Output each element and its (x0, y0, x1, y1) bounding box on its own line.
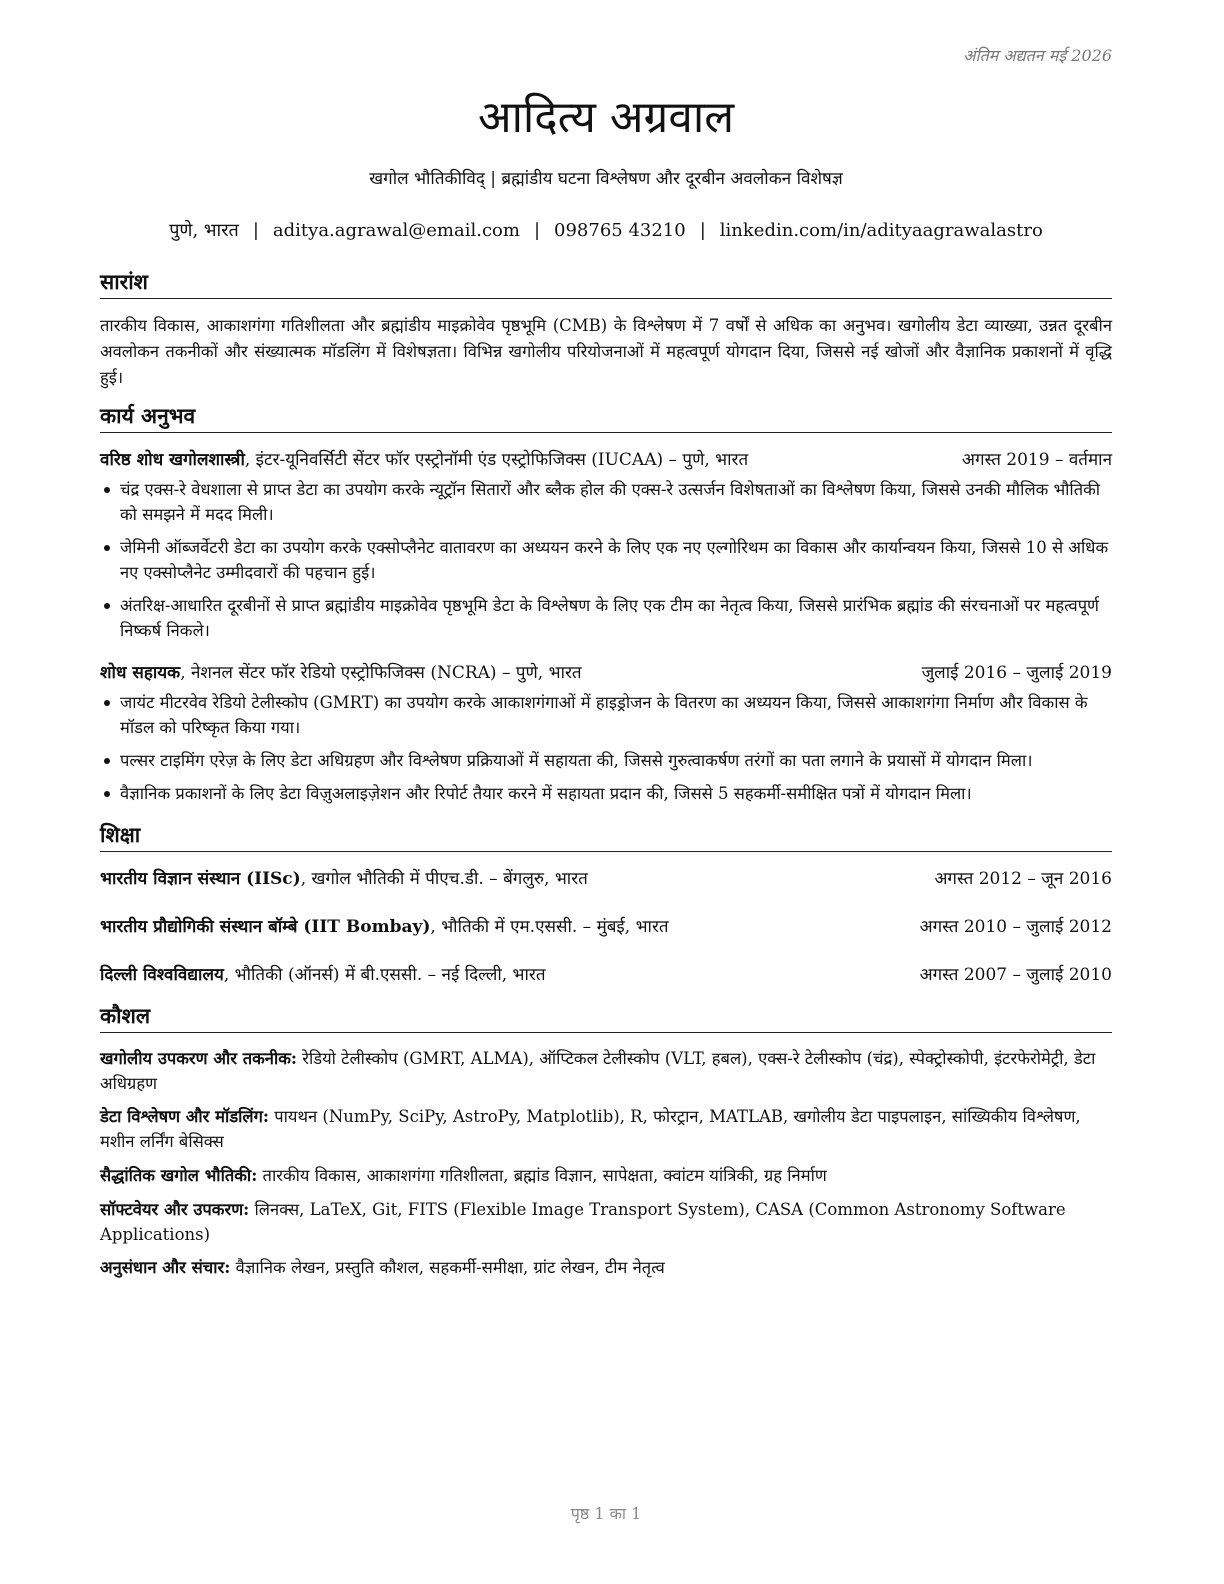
page-number: पृष्ठ 1 का 1 (570, 1504, 642, 1523)
skill-text: रेडियो टेलीस्कोप (GMRT, ALMA), ऑप्टिकल टेलीस्कोप (VLT, हबल), एक्स-रे टेलीस्कोप (चंद्र), स्पेक्ट्रोस्कोपी, इंटरफेरोमेट्री, डेटा अधिग्रहण (100, 1049, 1096, 1093)
list-item: वैज्ञानिक प्रकाशनों के लिए डेटा विज़ुअलाइज़ेशन और रिपोर्ट तैयार करने में सहायता प्रदान की, जिससे 5 सहकर्मी-समीक्षित पत्रों में योगदान मिला। (100, 781, 1112, 806)
contact-line (100, 218, 1112, 242)
section-heading-summary: सारांश (100, 268, 1112, 299)
contact-phone[interactable]: 098765 43210 (554, 220, 686, 241)
skill-item (100, 1163, 1112, 1188)
education-row (100, 963, 1112, 987)
skill-text: लिनक्स, LaTeX, Git, FITS (Flexible Image Transport System), CASA (Common Astronomy Software Applications) (100, 1200, 1066, 1244)
section-heading-skills: कौशल (100, 1002, 1112, 1033)
job-header (100, 448, 1112, 472)
education-line (100, 963, 546, 987)
job-bullets (100, 477, 1112, 651)
job-role-line (100, 661, 582, 685)
contact-location: पुणे, भारत (169, 220, 239, 241)
contact-linkedin[interactable]: linkedin.com/in/adityaagrawalastro (719, 220, 1043, 241)
job-header (100, 661, 1112, 685)
skill-label: अनुसंधान और संचार: (100, 1258, 231, 1277)
job-org: , नेशनल सेंटर फॉर रेडियो एस्ट्रोफिजिक्स (NCRA) – पुणे, भारत (180, 663, 582, 683)
section-heading-education: शिक्षा (100, 821, 1112, 852)
last-updated: अंतिम अद्यतन मई 2026 (963, 46, 1112, 65)
school-name: भारतीय प्रौद्योगिकी संस्थान बॉम्बे (IIT Bombay) (100, 917, 431, 937)
degree-detail: , भौतिकी में एम.एससी. – मुंबई, भारत (430, 917, 669, 937)
education-row (100, 867, 1112, 891)
list-item: चंद्र एक्स-रे वेधशाला से प्राप्त डेटा का उपयोग करके न्यूट्रॉन सितारों और ब्लैक होल की एक्स-रे उत्सर्जन विशेषताओं का विश्लेषण किया, जिससे उनकी मौलिक भौतिकी को समझने में मदद मिली। (100, 477, 1112, 527)
resume-page (100, 0, 1112, 1584)
job-dates: अगस्त 2019 – वर्तमान (962, 450, 1112, 470)
skill-item (100, 1255, 1112, 1280)
skill-label: डेटा विश्लेषण और मॉडलिंग: (100, 1107, 269, 1126)
list-item: पल्सर टाइमिंग एरेज़ के लिए डेटा अधिग्रहण और विश्लेषण प्रक्रियाओं में सहायता की, जिससे गुरुत्वाकर्षण तरंगों का पता लगाने के प्रयासों में योगदान मिला। (100, 748, 1112, 773)
tagline: खगोल भौतिकीविद् | ब्रह्मांडीय घटना विश्लेषण और दूरबीन अवलोकन विशेषज्ञ (369, 169, 843, 189)
skill-item (100, 1197, 1112, 1247)
separator: | (699, 220, 706, 241)
education-dates: अगस्त 2012 – जून 2016 (934, 869, 1112, 889)
summary-text: तारकीय विकास, आकाशगंगा गतिशीलता और ब्रह्मांडीय माइक्रोवेव पृष्ठभूमि (CMB) के विश्लेषण में 7 वर्षों से अधिक का अनुभव। खगोलीय डेटा व्याख्या, उन्नत दूरबीन अवलोकन तकनीकों और संख्यात्मक मॉडलिंग में विशेषज्ञता। विभिन्न खगोलीय परियोजनाओं में महत्वपूर्ण योगदान दिया, जिससे नई खोजों और वैज्ञानिक प्रकाशनों में वृद्धि हुई। (100, 316, 1112, 387)
degree-detail: , खगोल भौतिकी में पीएच.डी. – बेंगलुरु, भारत (300, 869, 588, 889)
skill-text: पायथन (NumPy, SciPy, AstroPy, Matplotlib), R, फोरट्रान, MATLAB, खगोलीय डेटा पाइपलाइन, सांख्यिकीय विश्लेषण, मशीन लर्निंग बेसिक्स (100, 1107, 1081, 1151)
skill-item (100, 1046, 1112, 1096)
skill-text: वैज्ञानिक लेखन, प्रस्तुति कौशल, सहकर्मी-समीक्षा, ग्रांट लेखन, टीम नेतृत्व (230, 1258, 665, 1277)
separator: | (252, 220, 259, 241)
section-heading-experience: कार्य अनुभव (100, 402, 1112, 433)
education-dates: अगस्त 2010 – जुलाई 2012 (919, 917, 1112, 937)
skill-label: खगोलीय उपकरण और तकनीक: (100, 1049, 297, 1068)
page-title: आदित्य अग्रवाल (477, 92, 735, 143)
degree-detail: , भौतिकी (ऑनर्स) में बी.एससी. – नई दिल्ली, भारत (223, 965, 546, 985)
skill-text: तारकीय विकास, आकाशगंगा गतिशीलता, ब्रह्मांड विज्ञान, सापेक्षता, क्वांटम यांत्रिकी, ग्रह निर्माण (257, 1166, 827, 1185)
job-org: , इंटर-यूनिवर्सिटी सेंटर फॉर एस्ट्रोनॉमी एंड एस्ट्रोफिजिक्स (IUCAA) – पुणे, भारत (244, 450, 749, 470)
contact-email[interactable]: aditya.agrawal@email.com (272, 220, 520, 241)
list-item: जायंट मीटरवेव रेडियो टेलीस्कोप (GMRT) का उपयोग करके आकाशगंगाओं में हाइड्रोजन के वितरण का अध्ययन किया, जिससे आकाशगंगा निर्माण और विकास के मॉडल को परिष्कृत किया गया। (100, 690, 1112, 740)
job-title: शोध सहायक (100, 663, 181, 683)
education-line (100, 915, 669, 939)
school-name: भारतीय विज्ञान संस्थान (IISc) (100, 869, 301, 889)
skill-item (100, 1104, 1112, 1154)
education-dates: अगस्त 2007 – जुलाई 2010 (919, 965, 1112, 985)
list-item: अंतरिक्ष-आधारित दूरबीनों से प्राप्त ब्रह्मांडीय माइक्रोवेव पृष्ठभूमि डेटा के विश्लेषण के लिए एक टीम का नेतृत्व किया, जिससे प्रारंभिक ब्रह्मांड की संरचनाओं पर महत्वपूर्ण निष्कर्ष निकले। (100, 593, 1112, 643)
skill-label: सैद्धांतिक खगोल भौतिकी: (100, 1166, 258, 1185)
job-role-line (100, 448, 748, 472)
school-name: दिल्ली विश्वविद्यालय (100, 965, 224, 985)
education-line (100, 867, 588, 891)
education-row (100, 915, 1112, 939)
job-bullets (100, 690, 1112, 814)
job-title: वरिष्ठ शोध खगोलशास्त्री (100, 450, 245, 470)
job-dates: जुलाई 2016 – जुलाई 2019 (921, 663, 1112, 683)
separator: | (533, 220, 541, 241)
skill-label: सॉफ्टवेयर और उपकरण: (100, 1200, 250, 1219)
list-item: जेमिनी ऑब्जर्वेटरी डेटा का उपयोग करके एक्सोप्लैनेट वातावरण का अध्ययन करने के लिए एक नए एल्गोरिथम का विकास और कार्यान्वयन किया, जिससे 10 से अधिक नए एक्सोप्लैनेट उम्मीदवारों की पहचान हुई। (100, 535, 1112, 585)
